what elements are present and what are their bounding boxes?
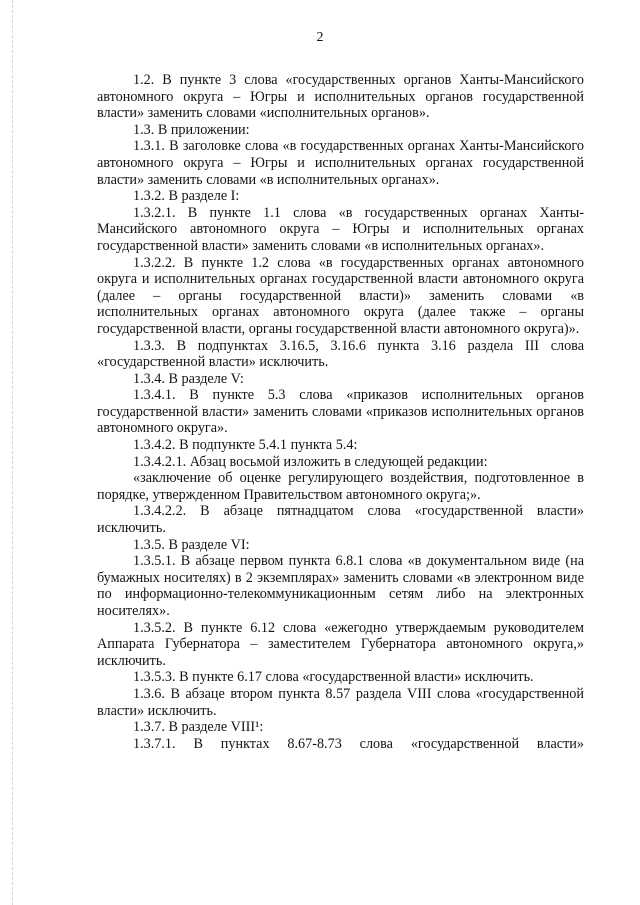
paragraph-1-3-5: 1.3.5. В разделе VI:: [133, 536, 250, 553]
paragraph-1-3-2-2: 1.3.2.2. В пункте 1.2 слова «в государственных органах автономного округа и исполнительных органах государственной власти автономного округа (далее – органы государственной власти)» заменить словами «в исполнительных органах автономного округа (далее также – органы государственной власти, органы государственной власти автономного округа)».: [97, 254, 584, 337]
paragraph-1-3-7-1: 1.3.7.1. В пунктах 8.67-8.73 слова «государственной власти»: [133, 735, 584, 752]
paragraph-1-3: 1.3. В приложении:: [133, 121, 250, 138]
document-body: [97, 72, 584, 752]
paragraph-1-3-1: 1.3.1. В заголовке слова «в государственных органах Ханты-Мансийского автономного округа – Югры и исполнительных органах государственной власти» заменить словами «в исполнительных органах».: [97, 138, 584, 188]
paragraph-1-3-7: 1.3.7. В разделе VIII¹:: [133, 719, 264, 736]
paragraph-1-3-6: 1.3.6. В абзаце втором пункта 8.57 раздела VIII слова «государственной власти» исключить.: [97, 685, 584, 719]
paragraph-1-3-3: 1.3.3. В подпунктах 3.16.5, 3.16.6 пункта 3.16 раздела III слова «государственной власти» исключить.: [97, 337, 584, 371]
paragraph-quote-conclusion: «заключение об оценке регулирующего воздействия, подготовленное в порядке, утвержденном Правительством автономного округа;».: [97, 470, 584, 503]
paragraph-1-2: 1.2. В пункте 3 слова «государственных органов Ханты-Мансийского автономного округа – Югры и исполнительных органов государственной власти» заменить словами «исполнительных органов».: [97, 72, 584, 122]
paragraph-1-3-4-2: 1.3.4.2. В подпункте 5.4.1 пункта 5.4:: [133, 437, 358, 454]
paragraph-1-3-2-1: 1.3.2.1. В пункте 1.1 слова «в государственных органах Ханты-Мансийского автономного округа – Югры и исполнительных органах государственной власти» заменить словами «в исполнительных органах».: [97, 204, 584, 254]
paragraph-1-3-4-1: 1.3.4.1. В пункте 5.3 слова «приказов исполнительных органов государственной власти» заменить словами «приказов исполнительных органов автономного округа».: [97, 387, 584, 437]
paragraph-1-3-5-1: 1.3.5.1. В абзаце первом пункта 6.8.1 слова «в документальном виде (на бумажных носителях) в 2 экземплярах» заменить словами «в электронном виде по информационно-телекоммуникационным сетям либо на электронных носителях».: [97, 553, 584, 619]
paragraph-1-3-4-2-1: 1.3.4.2.1. Абзац восьмой изложить в следующей редакции:: [133, 453, 488, 470]
scan-edge-line: [12, 0, 14, 905]
paragraph-1-3-5-2: 1.3.5.2. В пункте 6.12 слова «ежегодно утверждаемым руководителем Аппарата Губернатора – заместителем Губернатора автономного округа,» исключить.: [97, 619, 584, 669]
page-number: 2: [316, 30, 324, 45]
paragraph-1-3-5-3: 1.3.5.3. В пункте 6.17 слова «государственной власти» исключить.: [133, 669, 534, 686]
paragraph-1-3-2: 1.3.2. В разделе I:: [133, 188, 240, 205]
paragraph-1-3-4-2-2: 1.3.4.2.2. В абзаце пятнадцатом слова «государственной власти» исключить.: [97, 503, 584, 537]
paragraph-1-3-4: 1.3.4. В разделе V:: [133, 370, 244, 387]
